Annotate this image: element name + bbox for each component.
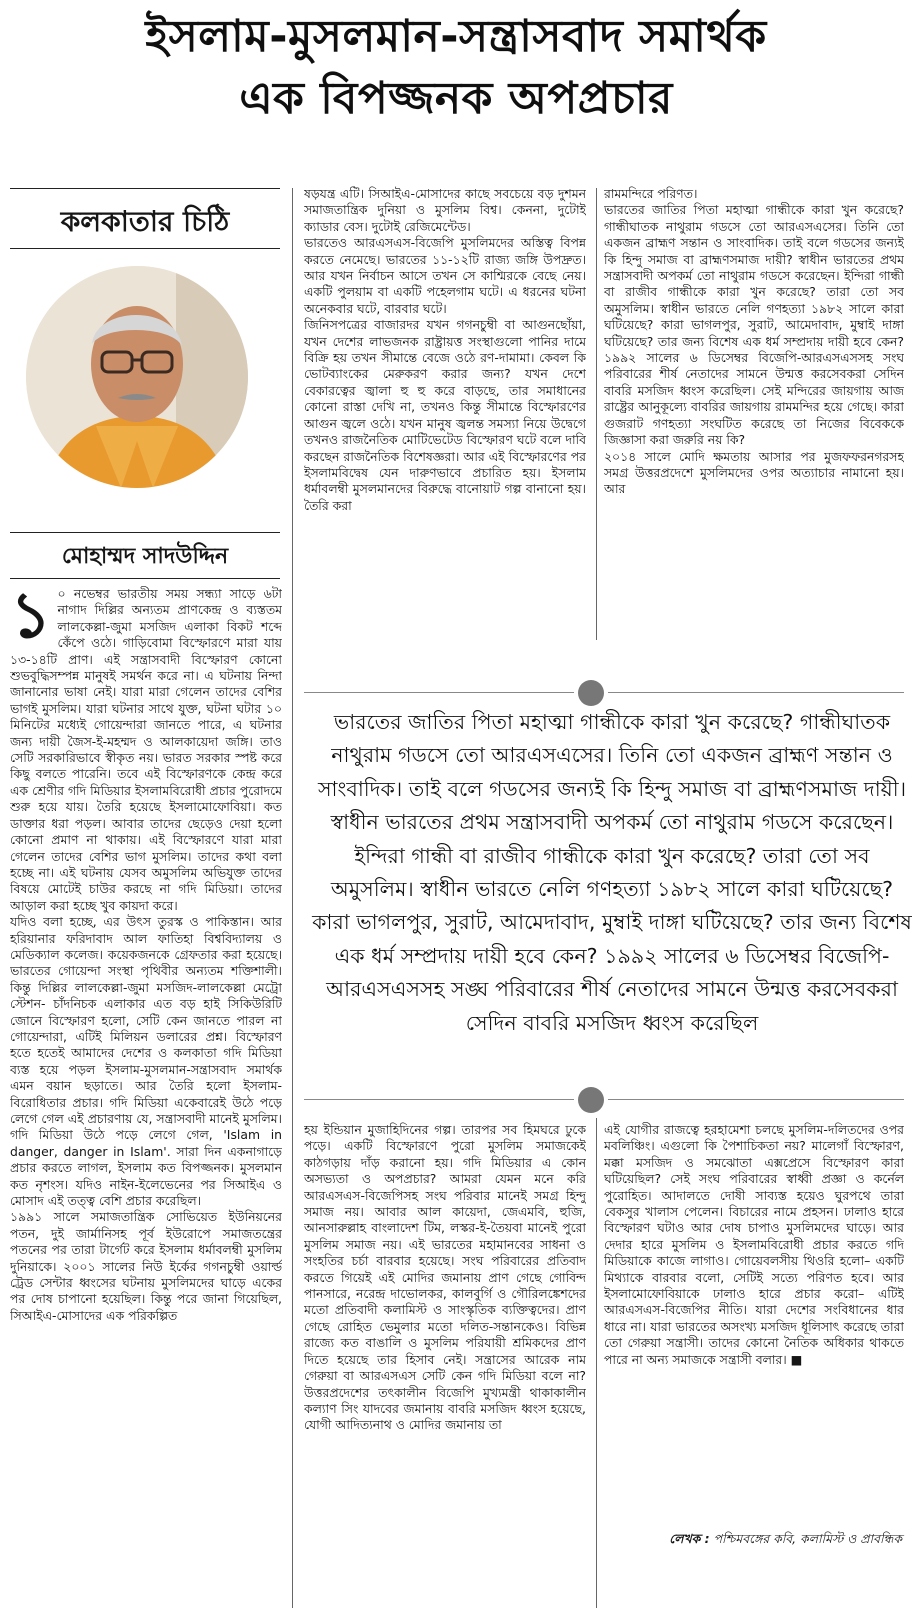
- mid-top-paragraph-2: ভারতেও আরএসএস-বিজেপি মুসলিমদের অস্তিত্ব বিপন্ন করতে নেমেছে। ভারতের ১১-১২টি রাজ্য জঙ্গি উপদ্রুত। আর যখন নির্বাচন আসে তখন সে কাশ্মিরকে বেছে নেয়। একটি পুলয়াম বা একটি পহেলগাম ঘটে। এ ধরনের ঘটনা অনেকবার ঘটে, বারবার ঘটে।: [304, 235, 586, 316]
- kicker-bottom-rule: [10, 248, 280, 249]
- drop-cap: ১: [10, 586, 52, 653]
- left-paragraph-2: যদিও বলা হচ্ছে, এর উৎস তুরস্ক ও পাকিস্তান। আর হরিয়ানার ফরিদাবাদ আল ফাতিহা বিশ্ববিদ্যালয় ও মেডিক্যাল কলেজ। কয়েকজনকে গ্রেফতার করা হয়েছে। ভারতের গোয়েন্দা সংস্থা পৃথিবীর অন্যতম শক্তিশালী। কিন্তু দিল্লির লালকেল্লা-জুমা মসজিদ-লালকেল্লা মেট্রো স্টেশন- চাঁদনিচক এলাকার এত বড় হাই সিকিউরিটি জোনে বিস্ফোরণ হলো, সেটি কেন জানতে পারল না গোয়েন্দারা, এটিই মিলিয়ন ডলারের প্রশ্ন। বিস্ফোরণ হতে হতেই আমাদের দেশের ও কলকাতা গদি মিডিয়া ব্যস্ত হয়ে পড়ল ইসলাম-মুসলমান-সন্ত্রাসবাদ সমার্থক এমন বয়ান ছড়াতে। আর তৈরি হলো ইসলাম-বিরোধিতার প্রচার। গদি মিডিয়া একেবারেই উঠে পড়ে লেগে গেল এই প্রচারণায় যে, সন্ত্রাসবাদী মানেই মুসলিম। গদি মিডিয়া উঠে পড়ে লেগে গেল, 'Islam in danger, danger in Islam'. সারা দিন একনাগাড়ে প্রচার করতে লাগল, ইসলাম কত বিপজ্জনক। মুসলমান কত নৃশংস। যদিও নাইন-ইলেভেনের পর সিআইএ ও মোসাদ এই তত্ত্ব বেশি প্রচার করেছিল।: [10, 914, 282, 1209]
- pull-quote-bottom-rule-right: [608, 1099, 904, 1100]
- headline: [0, 6, 912, 130]
- mid-column-top: [304, 186, 586, 638]
- right-bottom-paragraph-1: [604, 1122, 904, 1368]
- left-paragraph-1: ০ নভেম্বর ভারতীয় সময় সন্ধ্যা সাড়ে ৬টা নাগাদ দিল্লির অন্যতম প্রাণকেন্দ্র ও ব্যস্ততম লালকেল্লা-জুমা মসজিদ এলাকা বিকট শব্দে কেঁপে ওঠে। গাড়িবোমা বিস্ফোরণে মারা যায় ১৩-১৪টি প্রাণ। এই সন্ত্রাসবাদী বিস্ফোরণ কোনো শুভবুদ্ধিসম্পন্ন মানুষই সমর্থন করে না। এ ঘটনায় নিন্দা জানানোর ভাষা নেই। যারা মারা গেলেন তাদের বেশির ভাগই মুসলিম। যারা ঘটনার সাথে যুক্ত, ঘটনা ঘটার ১০ মিনিটের মধ্যেই গোয়েন্দারা জানতে পারে, এ ঘটনার জন্য দায়ী জৈস-ই-মহম্মদ ও আলকায়েদা জঙ্গি। তাও সেটি সরকারিভাবে স্বীকৃত নয়। ভারত সরকার স্পষ্ট করে কিছু বলতে পারেনি। তবে এই বিস্ফোরণকে কেন্দ্র করে এক শ্রেণীর গদি মিডিয়ার ইসলামবিরোধী প্রচার পুরোদমে শুরু হয়ে যায়। তৈরি হয়েছে ইসলামোফোবিয়া। কত ডাক্তার ধরা পড়ল। আবার তাদের ছেড়েও দেয়া হলো কোনো প্রমাণ না থাকায়। এই বিস্ফোরণে যারা মারা গেলেন তাদের বেশির ভাগ মুসলিম। তাদের কথা বলা হচ্ছে না। এই ঘটনায় যেসব অমুসলিম অভিযুক্ত তাদের বিষয়ে মোটেই চাউর করছে না গদি মিডিয়া। তাদের আড়াল করা হচ্ছে খুব কায়দা করে।: [10, 586, 282, 913]
- headline-line-1: ইসলাম-মুসলমান-সন্ত্রাসবাদ সমার্থক: [145, 11, 767, 62]
- byline-top-rule: [10, 532, 280, 533]
- author-portrait-illustration: [26, 266, 248, 488]
- pull-quote-bottom-dot: [578, 1087, 604, 1113]
- column-divider-mid-top: [596, 188, 597, 640]
- author-byline: মোহাম্মদ সাদউদ্দিন: [61, 544, 229, 569]
- column-divider-mid-bottom: [596, 1118, 597, 1608]
- kicker-top-rule: [10, 188, 280, 189]
- author-photo: [26, 266, 248, 488]
- column-kicker: কলকাতার চিঠি: [60, 205, 230, 238]
- credit-text: পশ্চিমবঙ্গের কবি, কলামিস্ট ও প্রাবন্ধিক: [713, 1531, 902, 1546]
- author-credit: [612, 1530, 902, 1547]
- mid-top-paragraph-3: জিনিসপত্রের বাজারদর যখন গগনচুম্বী বা আগুনছোঁয়া, যখন দেশের লাভজনক রাষ্ট্রায়ত্ত সংস্থাগুলো পানির দামে বিক্রি হয় তখন সীমান্তে বেজে ওঠে রণ-দামামা। কেবল কি ভোটব্যাংকের মেরুকরণ করার জন্য? যখন দেশে বেকারত্বের জ্বালা হু হু করে বাড়ছে, তার সমাধানের কোনো রাস্তা দেখি না, তখনও কিন্তু সীমান্তে বিস্ফোরণের আগুন জ্বলে ওঠে। যখন মানুষ জ্বলন্ত সমস্যা নিয়ে উদ্বেগে তখনও রাজনৈতিক মোটিভেটেড বিস্ফোরণ ঘটে বলে দাবি করছেন রাজনৈতিক বিশেষজ্ঞরা। আর এই বিস্ফোরণের পর ইসলামবিদ্বেষ যেন দারুণভাবে প্রচারিত হয়। ইসলাম ধর্মাবলম্বী মুসলমানদের বিরুদ্ধে বানোয়াট গল্প বানানো হয়। তৈরি করা: [304, 317, 586, 513]
- left-paragraph-3: ১৯৯১ সালে সমাজতান্ত্রিক সোভিয়েত ইউনিয়নের পতন, দুই জার্মানিসহ পূর্ব ইউরোপে সমাজতন্ত্রের পতনের পর তারা টার্গেট করে ইসলাম ধর্মাবলম্বী মুসলিম দুনিয়াকে। ২০০১ সালের নিউ ইর্কের গগনচুম্বী ওয়ার্ল্ড ট্রেড সেন্টার ধ্বংসের ঘটনায় মুসলিমদের ঘাড়ে একের পর দোষ চাপানো হয়েছিল। কিন্তু পরে জানা গিয়েছিল, সিআইএ-মোসাদের এক পরিকল্পিত: [10, 1209, 282, 1323]
- right-column-top: [604, 186, 904, 638]
- pull-quote-top-dot: [578, 680, 604, 706]
- right-top-paragraph-1: রামমন্দিরে পরিণত।: [604, 186, 698, 201]
- byline-bottom-rule: [10, 578, 280, 579]
- credit-label: লেখক :: [669, 1531, 710, 1546]
- pull-quote-top-rule-right: [608, 692, 904, 693]
- right-bottom-text: এই যোগীর রাজত্বে হরহামেশা চলছে মুসলিম-দলিতদের ওপর মবলিঞ্চিং। এগুলো কি পৈশাচিকতা নয়? মালেগাঁ বিস্ফোরণ, মক্কা মসজিদ ও সমঝোতা এক্সপ্রেসে বিস্ফোরণ কারা ঘটিয়েছিল? সেই সংঘ পরিবারের স্বাধ্বী প্রজ্ঞা ও কর্নেল পুরোহিত। আদালতে দোষী সাব্যস্ত হয়েও ঘুরপথে তারা বেকসুর খালাস পেলেন। বিচারের নামে প্রহসন। ঢালাও হারে বিস্ফোরণ ঘটাও আর দোষ চাপাও মুসলিমদের ঘাড়ে। আর দেদার হারে মুসলিম ও ইসলামবিরোধী প্রচার করতে গদি মিডিয়াকে কাজে লাগাও। গোয়েবলসীয় থিওরি হলো– একটি মিথ্যাকে বারবার বলো, সেটিই সত্যে পরিণত হবে। আর ইসলামোফোবিয়াকে ঢালাও হারে প্রচার করো– এটিই আরএসএস-বিজেপির নীতি। যারা দেশের সংবিধানের ধার ধারে না। যারা ভারতের অসংখ্য মসজিদ ধূলিসাৎ করেছে তারা তো গেরুয়া সন্ত্রাসী। তাদের কোনো নৈতিক অধিকার থাকতে পারে না অন্য সমাজকে সন্ত্রাসী বলার।: [604, 1122, 904, 1367]
- pull-quote-top-rule: [304, 692, 574, 693]
- column-divider-left: [292, 188, 293, 1608]
- end-mark: ■: [790, 1351, 803, 1367]
- pull-quote: ভারতের জাতির পিতা মহাত্মা গান্ধীকে কারা খুন করেছে? গান্ধীঘাতক নাথুরাম গডসে তো আরএসএসের। তিনি তো একজন ব্রাহ্মণ সন্তান ও সাংবাদিক। তাই বলে গডসের জন্যই কি হিন্দু সমাজ বা ব্রাহ্মণসমাজ দায়ী। স্বাধীন ভারতের প্রথম সন্ত্রাসবাদী অপকর্ম তো নাথুরাম গডসে করেছেন। ইন্দিরা গান্ধী বা রাজীব গান্ধীকে কারা খুন করেছে? তারা তো সব অমুসলিম। স্বাধীন ভারতে নেলি গণহত্যা ১৯৮২ সালে কারা ঘটিয়েছে? কারা ভাগলপুর, সুরাট, আমেদাবাদ, মুম্বাই দাঙ্গা ঘটিয়েছে? তার জন্য বিশেষ এক ধর্ম সম্প্রদায় দায়ী হবে কেন? ১৯৯২ সালের ৬ ডিসেম্বর বিজেপি-আরএসএসসহ সঙ্ঘ পরিবারের শীর্ষ নেতাদের সামনে উন্মত্ত করসেবকরা সেদিন বাবরি মসজিদ ধ্বংস করেছিল: [312, 710, 912, 1035]
- right-top-paragraph-3: ২০১৪ সালে মোদি ক্ষমতায় আসার পর মুজফফরনগরসহ সমগ্র উত্তরপ্রদেশে মুসলিমদের ওপর অত্যাচার নামানো হয়। আর: [604, 448, 904, 497]
- mid-column-bottom: [304, 1122, 586, 1608]
- right-column-bottom: [604, 1122, 904, 1526]
- mid-top-paragraph-1: ষড়যন্ত্র এটি। সিআইএ-মোসাদের কাছে সবচেয়ে বড় দুশমন সমাজতান্ত্রিক দুনিয়া ও মুসলিম বিশ্ব। কেননা, দুটোই ক্যাডার বেস। দুটোই রেজিমেন্টেড।: [304, 186, 586, 234]
- left-column: [10, 586, 282, 1608]
- mid-bottom-paragraph-1: হয় ইন্ডিয়ান মুজাহিদিনের গল্প। তারপর সব হিমঘরে ঢুকে পড়ে। একটি বিস্ফোরণে পুরো মুসলিম সমাজকেই কাঠগড়ায় দাঁড় করানো হয়। গদি মিডিয়ার এ কোন অসভ্যতা ও অপপ্রচার? আমরা যেমন মনে করি আরএসএস-বিজেপিসহ সংঘ পরিবার মানেই সমগ্র হিন্দু সমাজ নয়। আবার আল কায়েদা, জেএমবি, হুজি, আনসারুল্লাহ বাংলাদেশ টিম, লস্কর-ই-তৈয়বা মানেই পুরো মুসলিম সমাজ নয়। এই ভারতের মহামানবের সাধনা ও সংহতির চর্চা বারবার হয়েছে। সংঘ পরিবারের প্রতিবাদ করতে গিয়েই এই মোদির জমানায় প্রাণ গেছে গোবিন্দ পানসারে, নরেন্দ্র দাভোলকর, কালবুর্গি ও গৌরিলঙ্কেশদের মতো প্রতিবাদী কলামিস্ট ও সাংস্কৃতিক ব্যক্তিত্বদের। প্রাণ গেছে রোহিত ভেমুলার মতো দলিত-সন্তানকেও। বিভিন্ন রাজ্যে কত বাঙালি ও মুসলিম পরিযায়ী শ্রমিকদের প্রাণ দিতে হয়েছে তার হিসাব নেই। সন্ত্রাসের আরেক নাম গেরুয়া বা আরএসএস সেটি কেন গদি মিডিয়া বলে না? উত্তরপ্রদেশের তৎকালীন বিজেপি মুখ্যমন্ত্রী থাকাকালীন কল্যাণ সিং যাদবের জমানায় বাবরি মসজিদ ধ্বংস হয়েছে, যোগী আদিত্যনাথ ও মোদির জমানায় তা: [304, 1122, 586, 1433]
- pull-quote-bottom-rule: [304, 1099, 574, 1100]
- headline-line-2: এক বিপজ্জনক অপপ্রচার: [239, 73, 673, 124]
- right-top-paragraph-2: ভারতের জাতির পিতা মহাত্মা গান্ধীকে কারা খুন করেছে? গান্ধীঘাতক নাথুরাম গডসে তো আরএসএসের। তিনি তো একজন ব্রাহ্মণ সন্তান ও সাংবাদিক। তাই বলে গডসের জন্যই কি হিন্দু সমাজ বা ব্রাহ্মণসমাজ দায়ী? স্বাধীন ভারতের প্রথম সন্ত্রাসবাদী অপকর্ম তো নাথুরাম গডসে করেছেন। ইন্দিরা গান্ধী বা রাজীব গান্ধীকে কারা খুন করেছে? তারা তো সব অমুসলিম। স্বাধীন ভারতে নেলি গণহত্যা ১৯৮২ সালে কারা ঘটিয়েছে? কারা ভাগলপুর, সুরাট, আমেদাবাদ, মুম্বাই দাঙ্গা ঘটিয়েছে? তার জন্য বিশেষ এক ধর্ম সম্প্রদায় দায়ী হবে কেন? ১৯৯২ সালের ৬ ডিসেম্বর বিজেপি-আরএসএসসহ সংঘ পরিবারের শীর্ষ নেতাদের সামনে উন্মত্ত করসেবকরা সেদিন বাবরি মসজিদ ধ্বংস করেছিল। সেই মন্দিরের জায়গায় আজ রাষ্ট্রের আনুকূল্যে বাবরির জায়গায় রামমন্দির হয়ে গেছে। কারা গুজরাট গণহত্যা সংঘটিত করেছে তা নিজের বিবেককে জিজ্ঞাসা করা জরুরি নয় কি?: [604, 202, 904, 448]
